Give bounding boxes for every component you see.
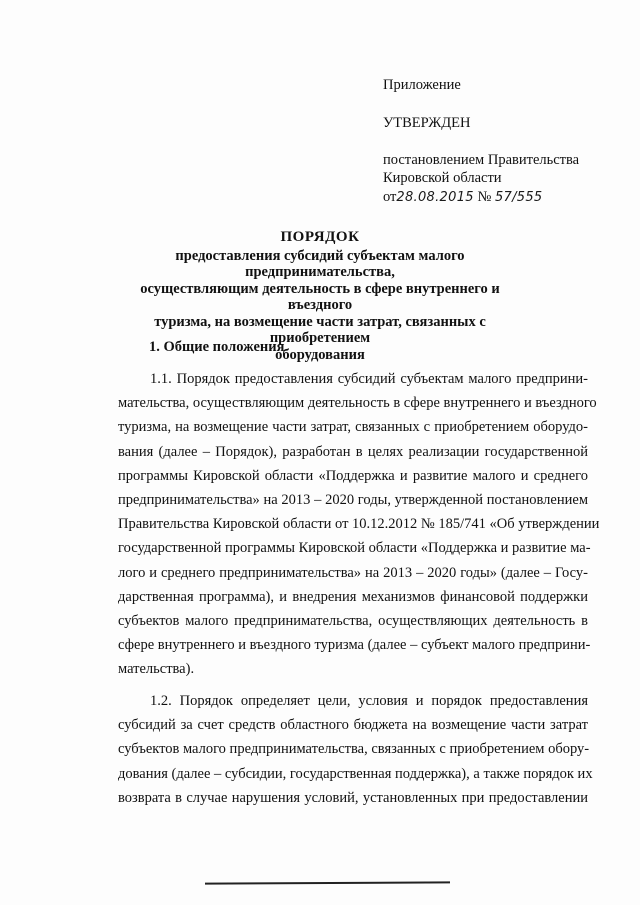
paragraph-1-1 bbox=[118, 367, 600, 681]
text-line: мательства, осуществляющим деятельность в сфере внутреннего и въездного bbox=[118, 395, 597, 412]
text-line: государственной программы Кировской области «Поддержка и развитие ма- bbox=[118, 540, 591, 557]
text-line: туризма, на возмещение части затрат, связанных с приобретением оборудо- bbox=[118, 419, 588, 436]
text-line: мательства). bbox=[118, 661, 195, 678]
text-line: субъектов малого предпринимательства, связанных с приобретением обору- bbox=[118, 741, 590, 758]
approval-date-line bbox=[383, 188, 613, 207]
number-prefix: № bbox=[477, 189, 492, 205]
appendix-label: Приложение bbox=[383, 77, 461, 93]
text-line: субъектов малого предпринимательства, осуществляющих деятельность в bbox=[118, 612, 588, 629]
approved-label: УТВЕРЖДЕН bbox=[383, 115, 471, 131]
text-line: лого и среднего предпринимательства» на 2013 – 2020 годы» (далее – Госу- bbox=[118, 564, 588, 581]
text-line: сфере внутреннего и въездного туризма (далее – субъект малого предприни- bbox=[118, 637, 591, 654]
text-line: возврата в случае нарушения условий, установленных при предоставлении bbox=[118, 789, 588, 806]
text-line: предпринимательства» на 2013 – 2020 годы, утвержденной постановлением bbox=[118, 491, 588, 508]
paragraph-1-2 bbox=[118, 689, 593, 810]
title-main: ПОРЯДОК bbox=[280, 229, 360, 245]
section-heading: 1. Общие положения bbox=[149, 339, 285, 355]
text-line: программы Кировской области «Поддержка и развитие малого и среднего bbox=[118, 467, 588, 484]
footer-rule bbox=[205, 881, 450, 884]
approved-by-line-1: постановлением Правительства bbox=[383, 152, 580, 168]
approval-block bbox=[383, 76, 613, 207]
text-line: Правительства Кировской области от 10.12.2012 № 185/741 «Об утверждении bbox=[118, 516, 600, 533]
title-line: оборудования bbox=[275, 346, 365, 363]
text-line: 1.2. Порядок определяет цели, условия и порядок предоставления bbox=[150, 693, 588, 709]
title-line: предоставления субсидий субъектам малого предпринимательства, bbox=[175, 247, 465, 280]
text-line: вания (далее – Порядок), разработан в целях реализации государственной bbox=[118, 443, 588, 460]
title-line: осуществляющим деятельность в сфере внутреннего и въездного bbox=[140, 280, 500, 313]
text-line: субсидий за счет средств областного бюджета на возмещение части затрат bbox=[118, 717, 588, 734]
handwritten-number: 57/555 bbox=[494, 190, 543, 205]
handwritten-date: 28.08.2015 bbox=[396, 190, 474, 205]
date-prefix: от bbox=[383, 189, 397, 205]
approved-by-line-2: Кировской области bbox=[383, 170, 502, 186]
text-line: дарственная программа), и внедрения механизмов финансовой поддержки bbox=[118, 588, 588, 605]
text-line: дования (далее – субсидии, государственная поддержка), а также порядок их bbox=[118, 765, 593, 782]
title-line: туризма, на возмещение части затрат, связанных с приобретением bbox=[154, 313, 486, 346]
text-line: 1.1. Порядок предоставления субсидий субъектам малого предприни- bbox=[150, 371, 588, 387]
